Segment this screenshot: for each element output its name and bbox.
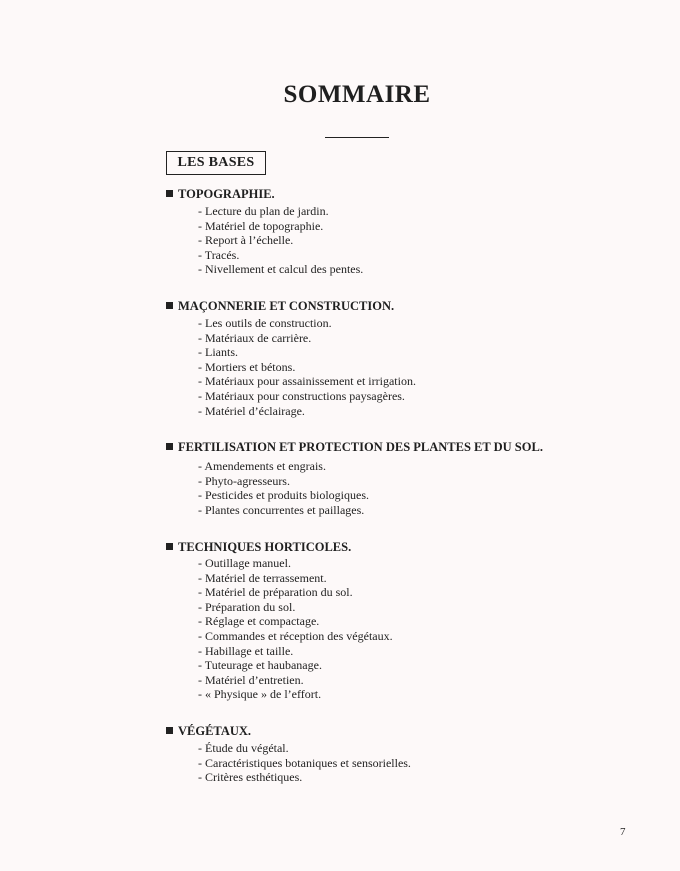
section-maconnerie <box>166 298 416 418</box>
section-topographie <box>166 186 363 277</box>
list-item: - Lecture du plan de jardin. <box>198 204 329 218</box>
section-heading-text: TOPOGRAPHIE. <box>178 187 275 201</box>
list-item: - Matériaux de carrière. <box>198 330 312 345</box>
section-heading <box>166 439 543 455</box>
section-item-list <box>198 316 416 418</box>
list-item: - Tuteurage et haubanage. <box>198 658 322 673</box>
section-item-list <box>198 459 543 517</box>
section-heading-text: MAÇONNERIE ET CONSTRUCTION. <box>178 299 395 313</box>
list-item: - Plantes concurrentes et paillages. <box>198 502 365 517</box>
list-item: - Matériel d’éclairage. <box>198 403 305 418</box>
section-heading <box>166 723 411 739</box>
section-vegetaux <box>166 723 411 785</box>
list-item: - Phyto-agresseurs. <box>198 473 290 488</box>
square-bullet-icon <box>166 190 173 197</box>
list-item: - Matériaux pour assainissement et irrigation. <box>198 374 416 389</box>
section-heading <box>166 298 416 314</box>
section-heading-text: VÉGÉTAUX. <box>178 724 252 738</box>
section-item-list <box>198 741 411 785</box>
section-heading-text: FERTILISATION ET PROTECTION DES PLANTES ET DU SOL. <box>178 440 543 454</box>
list-item: - Matériel d’entretien. <box>198 672 304 687</box>
list-item: - Étude du végétal. <box>198 741 289 755</box>
section-heading <box>166 539 393 555</box>
section-heading-text: TECHNIQUES HORTICOLES. <box>178 540 352 554</box>
list-item: - Critères esthétiques. <box>198 770 303 785</box>
list-item: - Mortiers et bétons. <box>198 359 296 374</box>
list-item: - Matériaux pour constructions paysagères. <box>198 388 405 403</box>
page-number: 7 <box>620 826 626 838</box>
list-item: - Pesticides et produits biologiques. <box>198 488 369 503</box>
section-techniques-horticoles <box>166 539 393 702</box>
title-underline <box>325 137 389 138</box>
list-item: - Outillage manuel. <box>198 556 291 570</box>
list-item: - Préparation du sol. <box>198 599 296 614</box>
part-label-box: LES BASES <box>166 151 266 175</box>
list-item: - Report à l’échelle. <box>198 233 294 248</box>
list-item: - Habillage et taille. <box>198 643 294 658</box>
list-item: - Liants. <box>198 345 238 360</box>
list-item: - Amendements et engrais. <box>198 459 326 473</box>
list-item: - Matériel de préparation du sol. <box>198 585 353 600</box>
list-item: - Matériel de topographie. <box>198 218 324 233</box>
section-heading <box>166 186 363 202</box>
list-item: - Nivellement et calcul des pentes. <box>198 262 364 277</box>
list-item: - Commandes et réception des végétaux. <box>198 628 393 643</box>
page-title: SOMMAIRE <box>283 81 431 108</box>
list-item: - Tracés. <box>198 247 240 262</box>
list-item: - « Physique » de l’effort. <box>198 687 322 702</box>
square-bullet-icon <box>166 302 173 309</box>
square-bullet-icon <box>166 443 173 450</box>
section-fertilisation <box>166 439 543 517</box>
section-item-list <box>198 204 363 277</box>
list-item: - Caractéristiques botaniques et sensorielles. <box>198 755 411 770</box>
square-bullet-icon <box>166 543 173 550</box>
square-bullet-icon <box>166 727 173 734</box>
section-item-list <box>198 556 393 702</box>
list-item: - Réglage et compactage. <box>198 614 320 629</box>
list-item: - Les outils de construction. <box>198 316 332 330</box>
list-item: - Matériel de terrassement. <box>198 570 327 585</box>
